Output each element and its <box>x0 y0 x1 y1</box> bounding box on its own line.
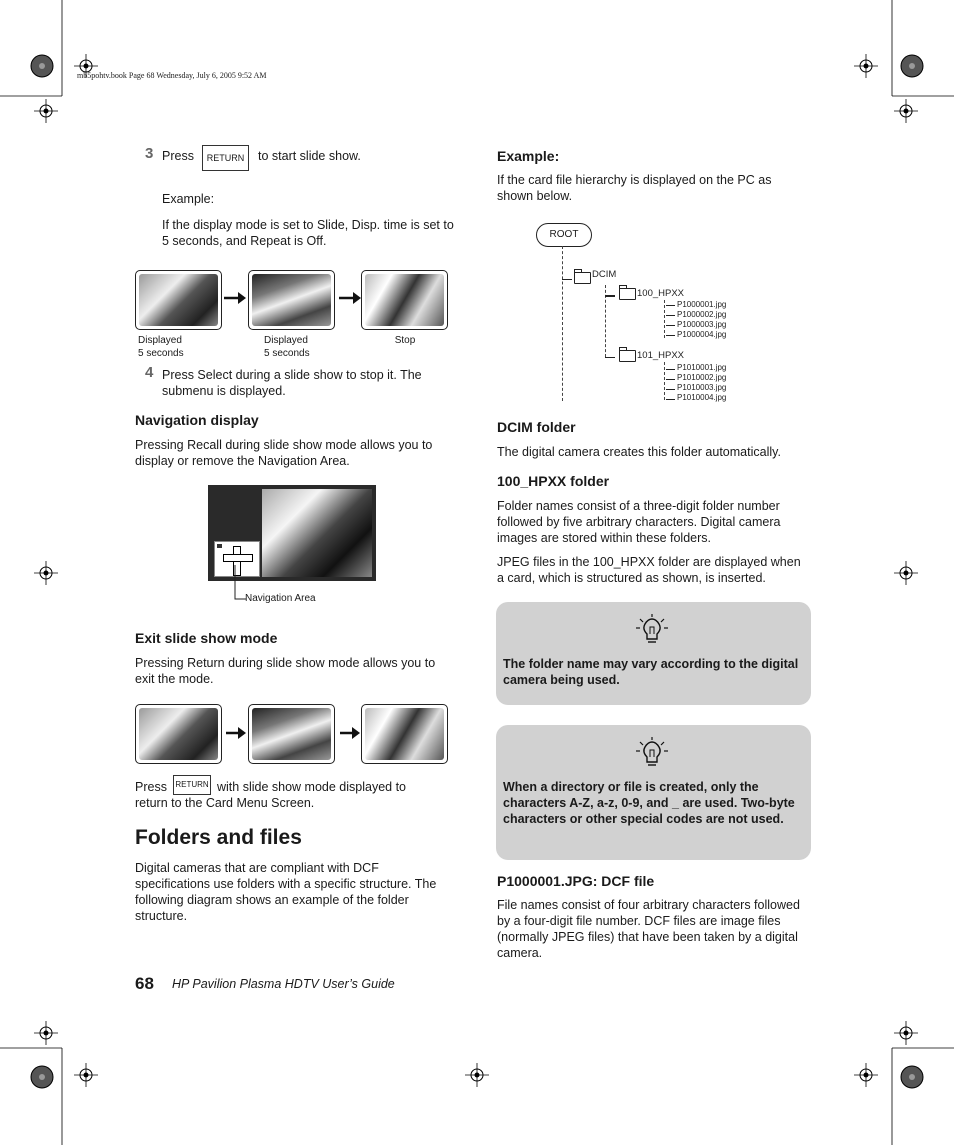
tip-box-1 <box>496 602 811 705</box>
exit-photo-3 <box>361 704 448 764</box>
dcim-folder-label: DCIM <box>592 269 617 280</box>
exit-slide-show-text: Pressing Return during slide show mode allows you to exit the mode. <box>135 656 436 686</box>
folders-and-files-heading: Folders and files <box>135 826 302 849</box>
tip-box-2 <box>496 725 811 860</box>
example-text: If the display mode is set to Slide, Disp. time is set to 5 seconds, and Repeat is Off. <box>162 218 454 248</box>
dcf-file-text: File names consist of four arbitrary characters followed by a four-digit file number. DCF files are image files (normally JPEG files) that have been taken by a digital camera. <box>497 898 800 960</box>
return-key-icon: RETURN <box>202 145 249 171</box>
exit-slide-show-heading: Exit slide show mode <box>135 630 278 646</box>
slide-caption-2: Displayed 5 seconds <box>264 335 310 359</box>
step-3-number: 3 <box>145 145 154 162</box>
hpxx-folder-text-2: JPEG files in the 100_HPXX folder are displayed when a card, which is structured as shown, is inserted. <box>497 555 801 585</box>
root-node: ROOT <box>536 223 592 247</box>
registration-star-icon <box>31 55 53 77</box>
arrow-right-icon <box>224 292 246 304</box>
hpxx-folder-text-1: Folder names consist of a three-digit folder number followed by five arbitrary characters. Digital camera images are stored within these folders. <box>497 499 781 545</box>
slide-caption-3: Stop <box>394 335 416 346</box>
file-item: P1010004.jpg <box>677 393 727 402</box>
exit-press-text: with slide show mode displayed to return to the Card Menu Screen. <box>135 780 406 810</box>
example-description: If the card file hierarchy is displayed on the PC as shown below. <box>497 173 772 203</box>
file-item: P1000004.jpg <box>677 330 727 339</box>
folder-icon <box>574 272 591 284</box>
folder-101-label: 101_HPXX <box>637 350 685 361</box>
folder-100-label: 100_HPXX <box>637 288 685 299</box>
lightbulb-icon <box>634 614 670 646</box>
page-number: 68 <box>135 974 154 993</box>
step-3-text: to start slide show. <box>258 149 361 163</box>
navigation-display-text: Pressing Recall during slide show mode allows you to display or remove the Navigation Area. <box>135 438 433 468</box>
step-4-text: Press Select during a slide show to stop it. The submenu is displayed. <box>162 368 422 398</box>
example-label: Example: <box>162 192 215 206</box>
hpxx-folder-heading: 100_HPXX folder <box>497 473 610 489</box>
exit-press-label: Press <box>135 780 167 794</box>
dcf-file-heading: P1000001.JPG: DCF file <box>497 873 655 889</box>
arrow-right-icon <box>226 727 246 739</box>
lightbulb-icon <box>634 737 670 769</box>
slide-photo-3 <box>361 270 448 330</box>
navigation-display-heading: Navigation display <box>135 412 259 428</box>
step-4-number: 4 <box>145 364 154 381</box>
folders-and-files-text: Digital cameras that are compliant with DCF specifications use folders with a specific structure. The following diagram shows an example of the folder structure. <box>135 861 437 923</box>
registration-mark-icon <box>34 99 58 123</box>
step-3-press: Press <box>162 149 194 163</box>
navigation-area-caption: Navigation Area <box>245 593 316 604</box>
tip-2-text: When a directory or file is created, only the characters A-Z, a-z, 0-9, and _ are used. Two-byte characters or other special codes are not used. <box>503 780 795 826</box>
exit-photo-1 <box>135 704 222 764</box>
example-heading: Example: <box>497 148 560 164</box>
slide-caption-1: Displayed 5 seconds <box>138 335 184 359</box>
file-item: P1000002.jpg <box>677 310 727 319</box>
folder-icon <box>619 288 636 300</box>
guide-title: HP Pavilion Plasma HDTV User’s Guide <box>172 977 395 991</box>
return-key-icon: RETURN <box>173 775 211 795</box>
exit-photo-2 <box>248 704 335 764</box>
dcim-folder-heading: DCIM folder <box>497 419 576 435</box>
file-item: P1010001.jpg <box>677 363 727 372</box>
file-item: P1000001.jpg <box>677 300 727 309</box>
file-item: P1010002.jpg <box>677 373 727 382</box>
arrow-right-icon <box>340 727 360 739</box>
slide-photo-1 <box>135 270 222 330</box>
file-item: P1000003.jpg <box>677 320 727 329</box>
slide-photo-2 <box>248 270 335 330</box>
folder-icon <box>619 350 636 362</box>
arrow-right-icon <box>339 292 361 304</box>
file-info-header: mb5pohtv.book Page 68 Wednesday, July 6, 2005 9:52 AM <box>77 71 267 80</box>
file-item: P1010003.jpg <box>677 383 727 392</box>
tip-1-text: The folder name may vary according to the digital camera being used. <box>503 657 799 687</box>
dcim-folder-text: The digital camera creates this folder automatically. <box>497 445 781 459</box>
